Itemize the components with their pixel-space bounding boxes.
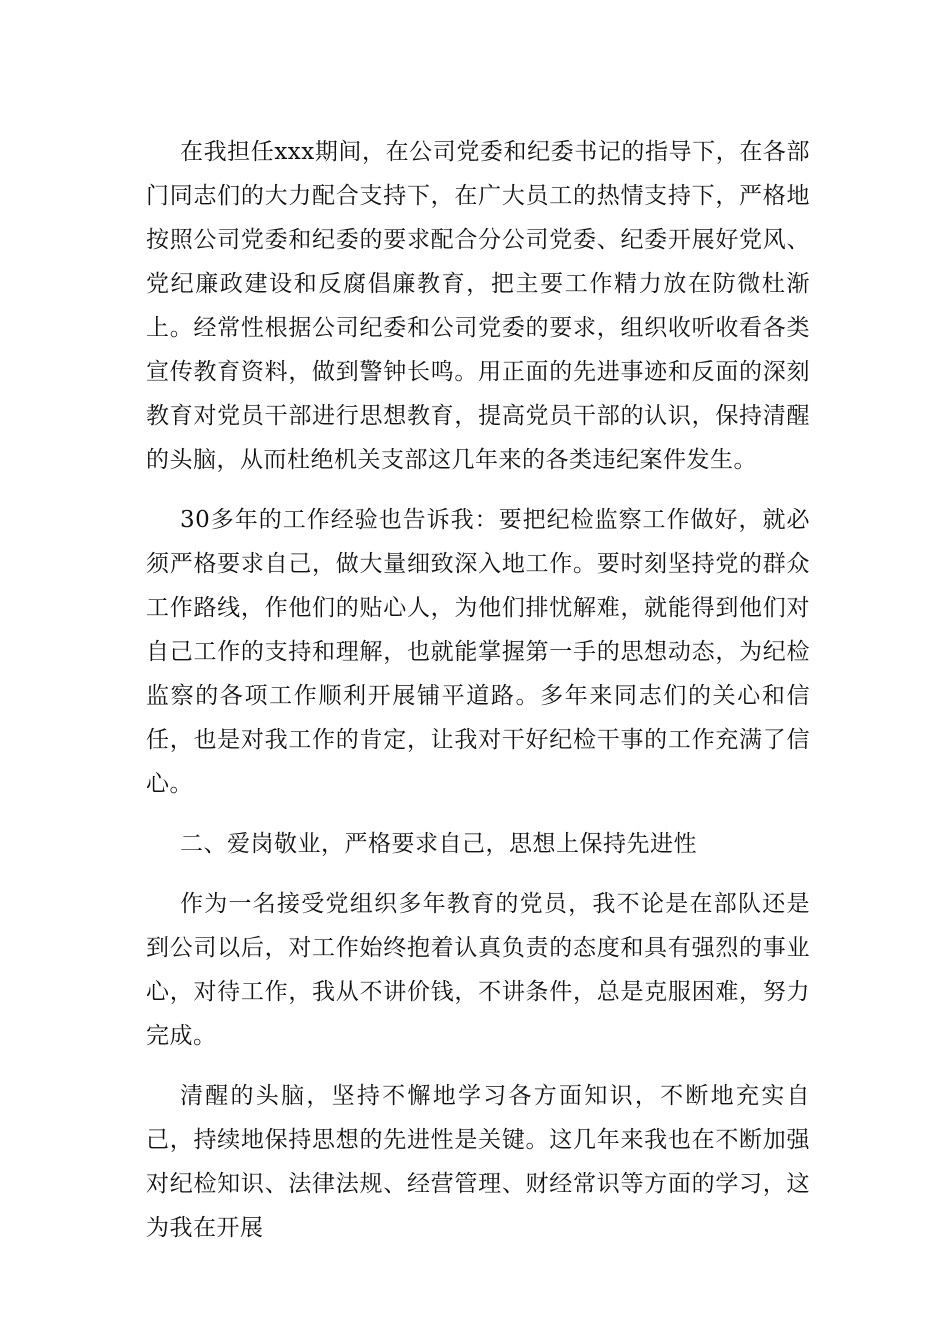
paragraph-3: 作为一名接受党组织多年教育的党员，我不论是在部队还是到公司以后，对工作始终抱着认真负责的态度和具有强烈的事业心，对待工作，我从不讲价钱，不讲条件，总是克服困难，努力完成。 [146, 891, 810, 1049]
section-heading: 二、爱岗敬业，严格要求自己，思想上保持先进性 [180, 831, 697, 857]
paragraph-2: 30多年的工作经验也告诉我：要把纪检监察工作做好，就必须严格要求自己，做大量细致深入地工作。要时刻坚持党的群众工作路线，作他们的贴心人，为他们排忧解难，就能得到他们对自己工作的支持和理解，也就能掌握第一手的思想动态，为纪检监察的各项工作顺利开展铺平道路。多年来同志们的关心和信任，也是对我工作的肯定，让我对干好纪检干事的工作充满了信心。 [146, 507, 810, 797]
paragraph-1: 在我担任xxx期间，在公司党委和纪委书记的指导下，在各部门同志们的大力配合支持下，在广大员工的热情支持下，严格地按照公司党委和纪委的要求配合分公司党委、纪委开展好党风、党纪廉政建设和反腐倡廉教育，把主要工作精力放在防微杜渐上。经常性根据公司纪委和公司党委的要求，组织收听收看各类宣传教育资料，做到警钟长鸣。用正面的先进事迹和反面的深刻教育对党员干部进行思想教育，提高党员干部的认识，保持清醒的头脑，从而杜绝机关支部这几年来的各类违纪案件发生。 [146, 139, 810, 473]
paragraph-4: 清醒的头脑，坚持不懈地学习各方面知识，不断地充实自己，持续地保持思想的先进性是关键。这几年来我也在不断加强对纪检知识、法律法规、经营管理、财经常识等方面的学习，这为我在开展 [146, 1083, 810, 1241]
document-body [146, 130, 810, 1266]
